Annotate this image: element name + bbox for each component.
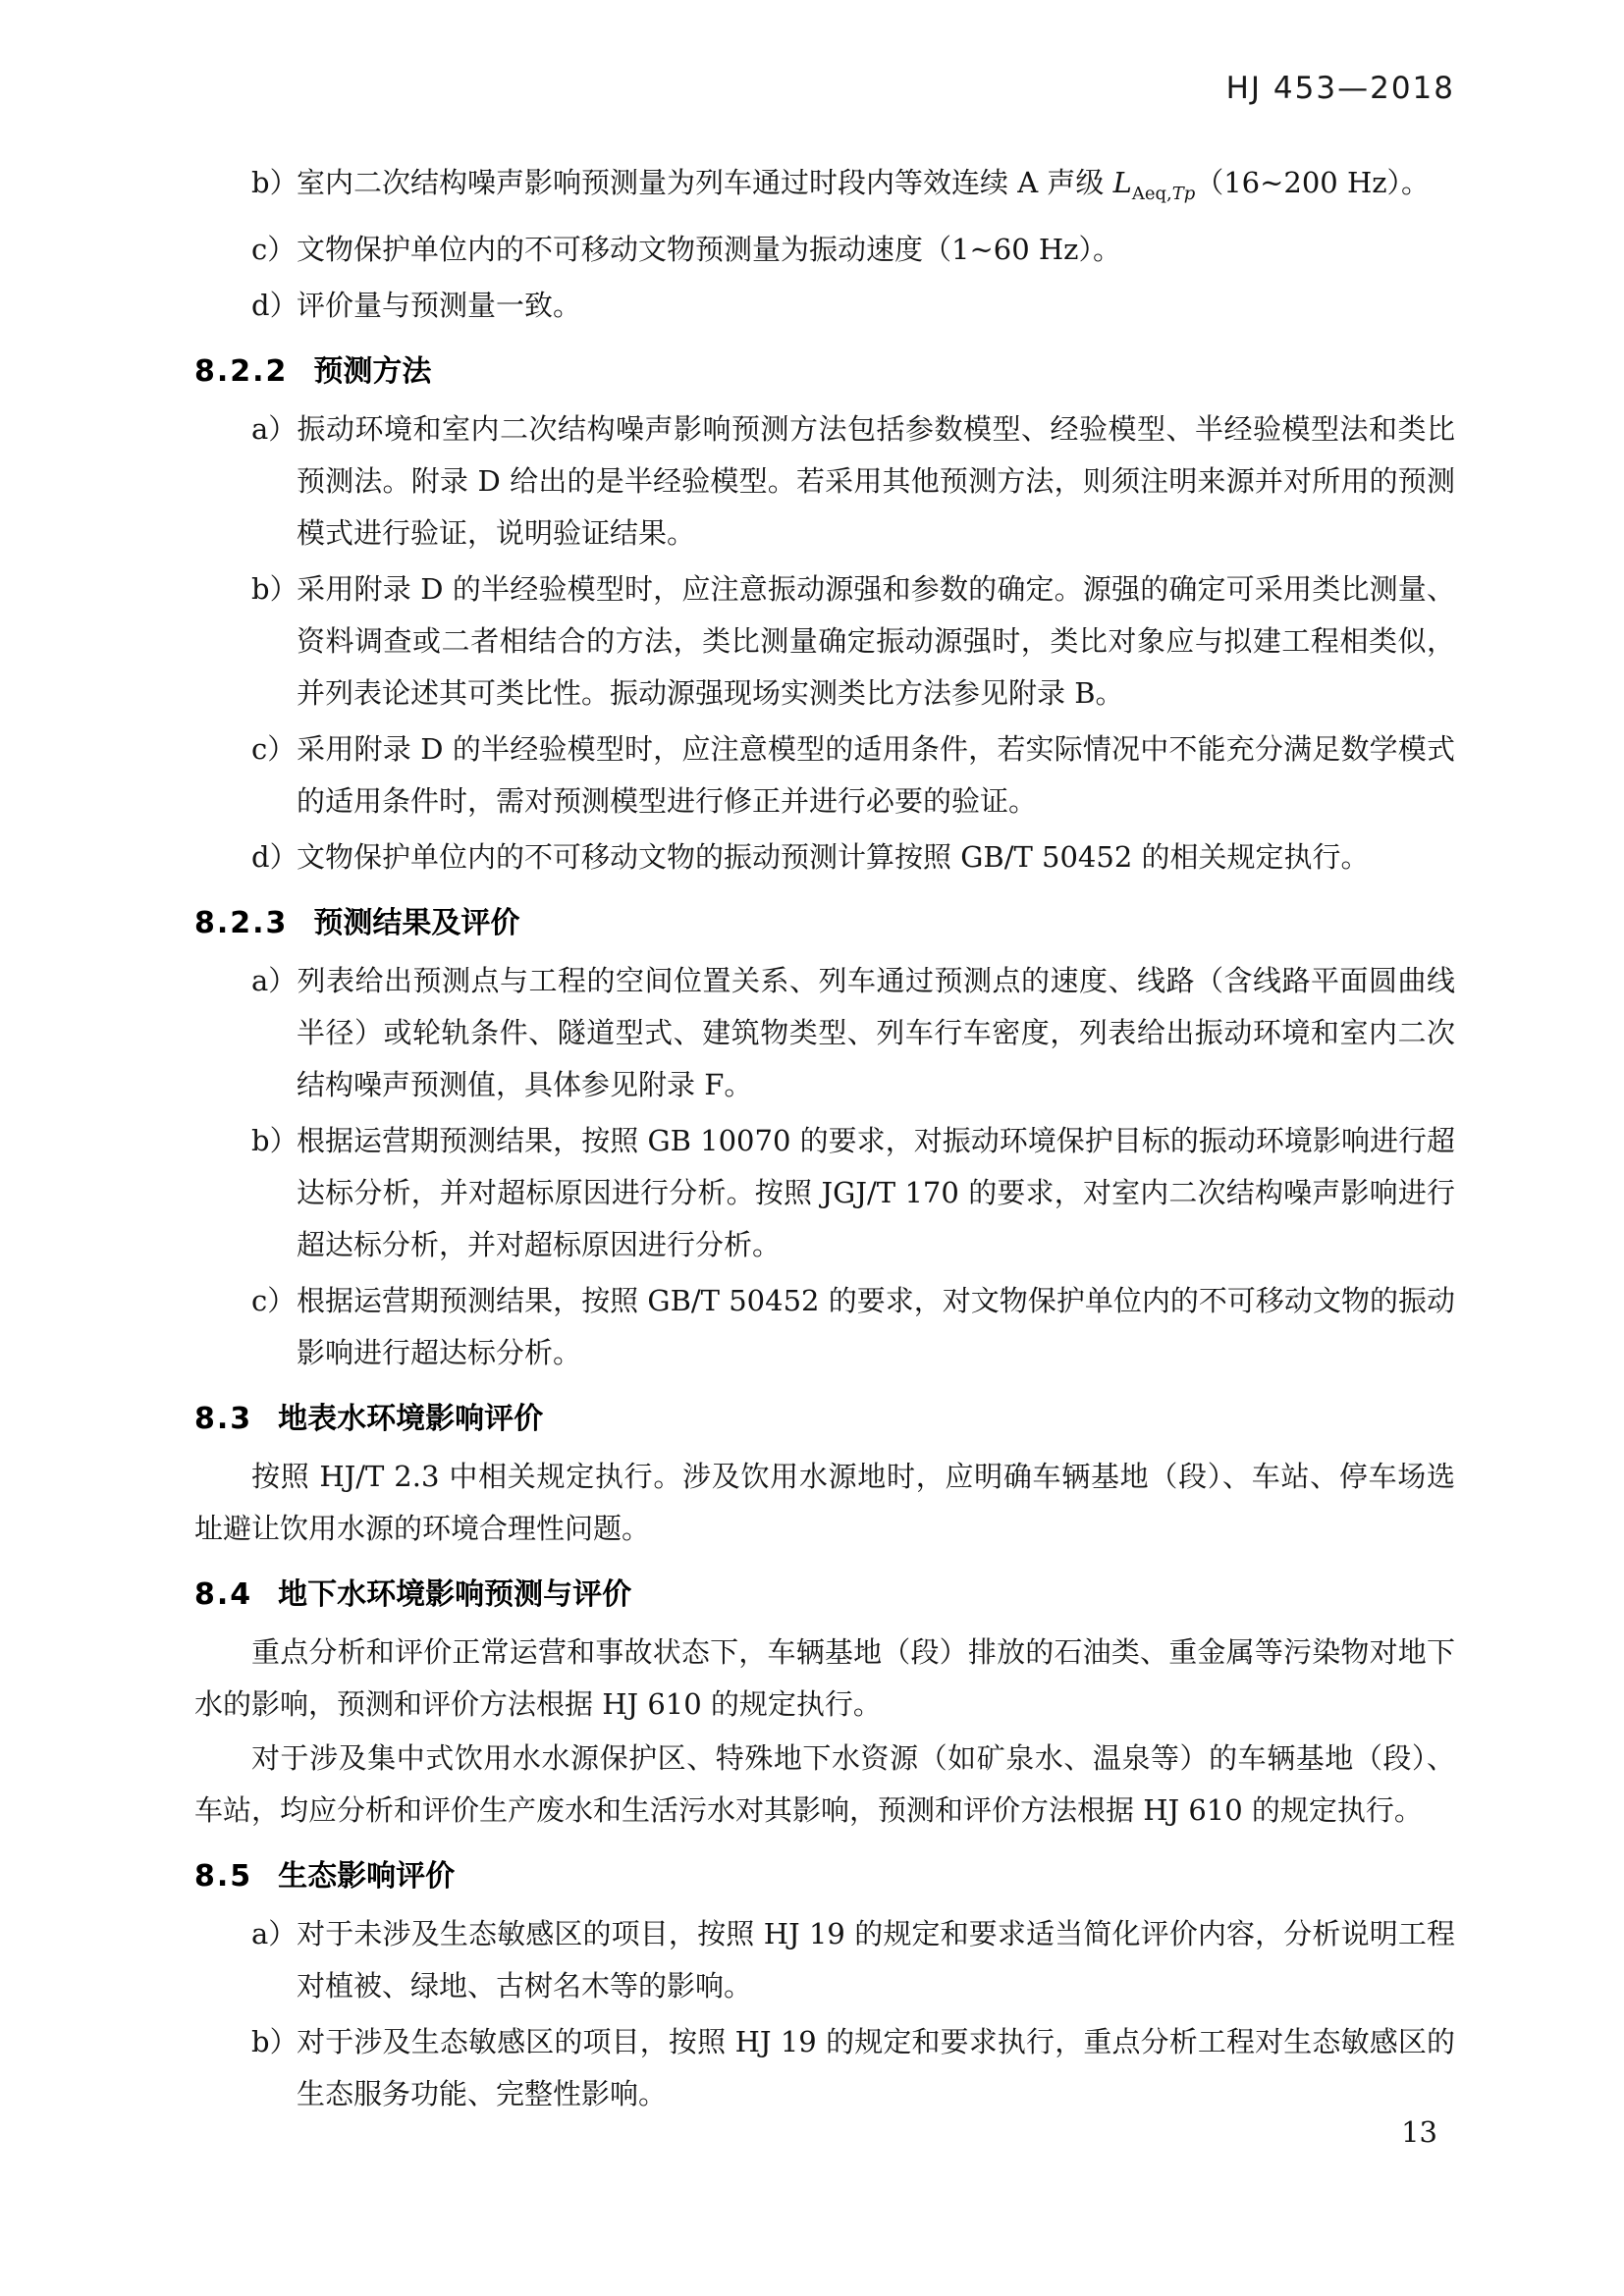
list-item-text: 振动环境和室内二次结构噪声影响预测方法包括参数模型、经验模型、半经验模型法和类比预测法。附录 D 给出的是半经验模型。若采用其他预测方法，则须注明来源并对所用的预测模式进行验证，说明验证结果。 [297, 411, 1455, 550]
section-heading-8-2-3 [194, 897, 1455, 949]
list-item-text: 采用附录 D 的半经验模型时，应注意模型的适用条件，若实际情况中不能充分满足数学模式的适用条件时，需对预测模型进行修正并进行必要的验证。 [297, 731, 1455, 818]
section-title: 生态影响评价 [278, 1858, 456, 1894]
list-marker: a） [251, 411, 298, 446]
list-item [194, 563, 1455, 720]
list-item-text: （16~200 Hz）。 [1195, 166, 1431, 199]
list-marker: a） [251, 1916, 298, 1950]
section-number: 8.2.2 [194, 353, 289, 389]
list-item [194, 955, 1455, 1111]
list-marker: b） [251, 2024, 298, 2058]
list-marker: b） [251, 166, 298, 199]
section-title: 地表水环境影响评价 [278, 1401, 544, 1436]
section-heading-8-3 [194, 1393, 1455, 1445]
section-number: 8.4 [194, 1576, 253, 1612]
list-marker: c） [251, 1283, 297, 1317]
list-item-noise-prediction [194, 157, 1455, 220]
doc-number: HJ 453—2018 [1225, 71, 1455, 106]
section-heading-8-5 [194, 1850, 1455, 1902]
list-marker: b） [251, 571, 298, 606]
section-number: 8.5 [194, 1858, 253, 1894]
list-item-text: 对于涉及生态敏感区的项目，按照 HJ 19 的规定和要求执行，重点分析工程对生态敏感区的生态服务功能、完整性影响。 [297, 2024, 1455, 2110]
list-item-evaluation-quantity [194, 280, 1455, 332]
list-marker: b） [251, 1123, 298, 1157]
list-item-text: 根据运营期预测结果，按照 GB/T 50452 的要求，对文物保护单位内的不可移动文物的振动影响进行超达标分析。 [297, 1283, 1455, 1369]
list-item [194, 403, 1455, 560]
section-number: 8.2.3 [194, 905, 289, 940]
list-item-text: 室内二次结构噪声影响预测量为列车通过时段内等效连续 A 声级 [297, 166, 1113, 199]
list-item-text: 文物保护单位内的不可移动文物的振动预测计算按照 GB/T 50452 的相关规定执行。 [297, 839, 1370, 874]
noise-level-symbol-subscript: Aeq,Tp [1131, 183, 1196, 204]
page-number: 13 [1401, 2115, 1437, 2149]
list-item [194, 723, 1455, 828]
document-body [194, 157, 1455, 2120]
paragraph-surface-water: 按照 HJ/T 2.3 中相关规定执行。涉及饮用水源地时，应明确车辆基地（段）、车站、停车场选址避让饮用水源的环境合理性问题。 [194, 1459, 1455, 1545]
list-item [194, 1275, 1455, 1379]
list-item-text: 根据运营期预测结果，按照 GB 10070 的要求，对振动环境保护目标的振动环境影响进行超达标分析，并对超标原因进行分析。按照 JGJ/T 170 的要求，对室内二次结构噪声影响进行超达标分析，并对超标原因进行分析。 [297, 1123, 1455, 1261]
page-footer [1401, 2112, 1437, 2152]
list-marker: d） [251, 288, 298, 322]
paragraph-groundwater-1: 重点分析和评价正常运营和事故状态下，车辆基地（段）排放的石油类、重金属等污染物对地下水的影响，预测和评价方法根据 HJ 610 的规定执行。 [194, 1634, 1455, 1721]
section-title: 地下水环境影响预测与评价 [278, 1576, 632, 1612]
list-item-text: 对于未涉及生态敏感区的项目，按照 HJ 19 的规定和要求适当简化评价内容，分析说明工程对植被、绿地、古树名木等的影响。 [297, 1916, 1455, 2002]
list-item-text: 文物保护单位内的不可移动文物预测量为振动速度（1~60 Hz）。 [297, 232, 1121, 266]
list-item-text: 采用附录 D 的半经验模型时，应注意振动源强和参数的确定。源强的确定可采用类比测量、资料调查或二者相结合的方法，类比测量确定振动源强时，类比对象应与拟建工程相类似，并列表论述其可类比性。振动源强现场实测类比方法参见附录 B。 [297, 571, 1455, 710]
section-number: 8.3 [194, 1401, 253, 1436]
list-marker: c） [251, 731, 297, 766]
section-title: 预测方法 [313, 353, 432, 389]
list-marker: c） [251, 232, 297, 266]
list-marker: d） [251, 839, 298, 874]
list-marker: a） [251, 963, 298, 997]
list-item-text: 列表给出预测点与工程的空间位置关系、列车通过预测点的速度、线路（含线路平面圆曲线半径）或轮轨条件、隧道型式、建筑物类型、列车行车密度，列表给出振动环境和室内二次结构噪声预测值，具体参见附录 F。 [297, 963, 1455, 1101]
section-title: 预测结果及评价 [313, 905, 520, 940]
list-item [194, 2016, 1455, 2120]
section-heading-8-4 [194, 1569, 1455, 1621]
page-header [194, 71, 1455, 106]
list-item [194, 1115, 1455, 1271]
list-item [194, 1908, 1455, 2012]
paragraph-groundwater-2: 对于涉及集中式饮用水水源保护区、特殊地下水资源（如矿泉水、温泉等）的车辆基地（段）、车站，均应分析和评价生产废水和生活污水对其影响，预测和评价方法根据 HJ 610 的规定执行。 [194, 1740, 1455, 1827]
list-item [194, 831, 1455, 883]
section-heading-8-2-2 [194, 346, 1455, 398]
noise-level-symbol: L [1112, 166, 1132, 199]
list-item-relic-prediction [194, 224, 1455, 276]
list-item-text: 评价量与预测量一致。 [297, 288, 582, 322]
